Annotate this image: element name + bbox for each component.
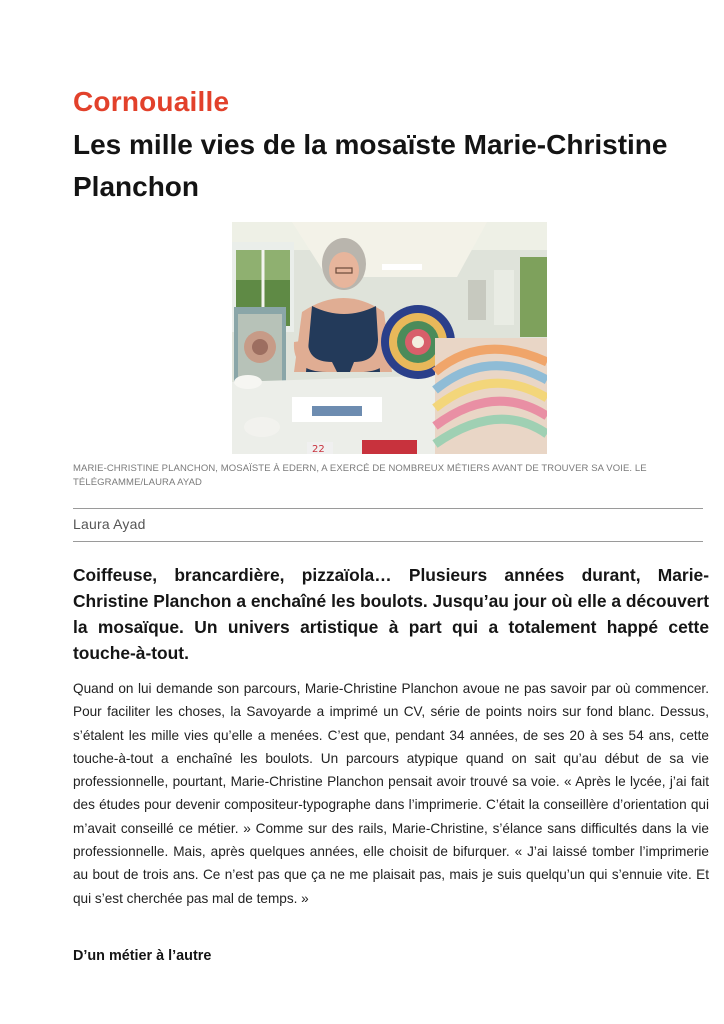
photo-caption: MARIE-CHRISTINE PLANCHON, MOSAÏSTE À EDERN, A EXERCÉ DE NOMBREUX MÉTIERS AVANT DE TROUVER SA VOIE. LE TÉLÉGRAMME/LAURA AYAD — [73, 463, 647, 488]
mosaic-artist-photo — [232, 222, 547, 454]
svg-text:22: 22 — [312, 444, 325, 454]
section-kicker[interactable]: Cornouaille — [73, 86, 230, 117]
author-name[interactable]: Laura Ayad — [73, 516, 146, 532]
section-subheading: D’un métier à l’autre — [73, 948, 212, 964]
article-lead: Coiffeuse, brancardière, pizzaïola… Plusieurs années durant, Marie-Christine Planchon a enchaîné les boulots. Jusqu’au jour où elle a découvert la mosaïque. Un univers artistique à part qui a totalement happé cette touche-à-tout. — [73, 565, 709, 663]
divider-top — [73, 508, 703, 509]
divider-bottom — [73, 541, 703, 542]
article-photo — [232, 222, 547, 454]
article-headline: Les mille vies de la mosaïste Marie-Christine Planchon — [73, 129, 668, 202]
article-body: Quand on lui demande son parcours, Marie-Christine Planchon avoue ne pas savoir par où commencer. Pour faciliter les choses, la Savoyarde a imprimé un CV, série de points noirs sur fond blanc. Dessus, s’étalent les mille vies qu’elle a menées. C’est que, pendant 34 années, de ses 20 à ses 54 ans, cette touche-à-tout a enchaîné les boulots. Un parcours atypique quand on sait qu’au début de sa vie professionnelle, pourtant, Marie-Christine Planchon pensait avoir trouvé sa voie. « Après le lycée, j’ai fait des études pour devenir compositeur-typographe dans l’imprimerie. C’était la conseillère d’orientation qui m’avait conseillé ce métier. » Comme sur des rails, Marie-Christine, s’élance sans difficultés dans la vie professionnelle. Mais, après quelques années, elle choisit de bifurquer. « J’ai laissé tomber l’imprimerie au bout de trois ans. Ce n’est pas que ça ne me plaisait pas, mais je suis quelqu’un qui s’ennuie vite. Et qui s’est cherchée pas mal de temps. » — [73, 681, 709, 906]
